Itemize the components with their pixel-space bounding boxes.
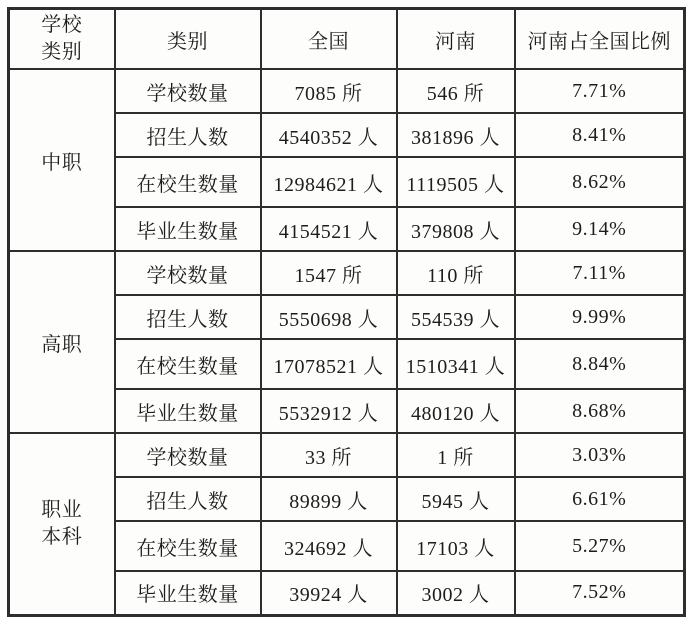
cell-henan: 480120 人 <box>397 389 515 433</box>
header-school-category <box>9 9 115 70</box>
cell-henan: 17103 人 <box>397 521 515 571</box>
cell-ratio: 9.99% <box>515 295 685 339</box>
cell-henan: 554539 人 <box>397 295 515 339</box>
cell-label: 在校生数量 <box>115 157 261 207</box>
table-row <box>9 251 685 295</box>
header-row <box>9 9 685 70</box>
cell-national: 324692 人 <box>261 521 397 571</box>
cell-national: 39924 人 <box>261 571 397 615</box>
cell-henan: 381896 人 <box>397 113 515 157</box>
cell-ratio: 7.71% <box>515 69 685 113</box>
cell-national: 4154521 人 <box>261 207 397 251</box>
cell-henan: 110 所 <box>397 251 515 295</box>
cell-label: 学校数量 <box>115 69 261 113</box>
cell-national: 33 所 <box>261 433 397 477</box>
cell-henan: 1 所 <box>397 433 515 477</box>
cell-national: 5550698 人 <box>261 295 397 339</box>
cell-ratio: 5.27% <box>515 521 685 571</box>
cell-label: 招生人数 <box>115 477 261 521</box>
cell-national: 12984621 人 <box>261 157 397 207</box>
cell-henan: 379808 人 <box>397 207 515 251</box>
statistics-table <box>7 7 686 617</box>
cell-ratio: 3.03% <box>515 433 685 477</box>
group-label-vocational-undergraduate-text: 职业本科 <box>41 498 83 548</box>
cell-ratio: 9.14% <box>515 207 685 251</box>
cell-label: 学校数量 <box>115 251 261 295</box>
cell-label: 毕业生数量 <box>115 571 261 615</box>
cell-label: 在校生数量 <box>115 521 261 571</box>
cell-national: 17078521 人 <box>261 339 397 389</box>
cell-national: 5532912 人 <box>261 389 397 433</box>
header-category: 类别 <box>115 9 261 70</box>
table-row <box>9 433 685 477</box>
cell-label: 毕业生数量 <box>115 207 261 251</box>
group-label-vocational-undergraduate <box>9 433 115 615</box>
group-label-secondary-vocational: 中职 <box>9 69 115 251</box>
table-row <box>9 69 685 113</box>
header-national: 全国 <box>261 9 397 70</box>
cell-henan: 5945 人 <box>397 477 515 521</box>
cell-national: 4540352 人 <box>261 113 397 157</box>
cell-ratio: 8.68% <box>515 389 685 433</box>
cell-label: 毕业生数量 <box>115 389 261 433</box>
vocational-education-table-container <box>7 7 686 617</box>
header-ratio: 河南占全国比例 <box>515 9 685 70</box>
header-henan: 河南 <box>397 9 515 70</box>
cell-label: 招生人数 <box>115 113 261 157</box>
cell-ratio: 8.62% <box>515 157 685 207</box>
cell-label: 招生人数 <box>115 295 261 339</box>
cell-ratio: 6.61% <box>515 477 685 521</box>
cell-henan: 546 所 <box>397 69 515 113</box>
cell-label: 学校数量 <box>115 433 261 477</box>
cell-national: 89899 人 <box>261 477 397 521</box>
header-school-category-label: 学校类别 <box>41 14 83 63</box>
cell-national: 1547 所 <box>261 251 397 295</box>
cell-henan: 1119505 人 <box>397 157 515 207</box>
cell-ratio: 8.84% <box>515 339 685 389</box>
cell-henan: 3002 人 <box>397 571 515 615</box>
cell-national: 7085 所 <box>261 69 397 113</box>
cell-henan: 1510341 人 <box>397 339 515 389</box>
cell-ratio: 7.11% <box>515 251 685 295</box>
cell-ratio: 7.52% <box>515 571 685 615</box>
cell-ratio: 8.41% <box>515 113 685 157</box>
cell-label: 在校生数量 <box>115 339 261 389</box>
group-label-higher-vocational: 高职 <box>9 251 115 433</box>
